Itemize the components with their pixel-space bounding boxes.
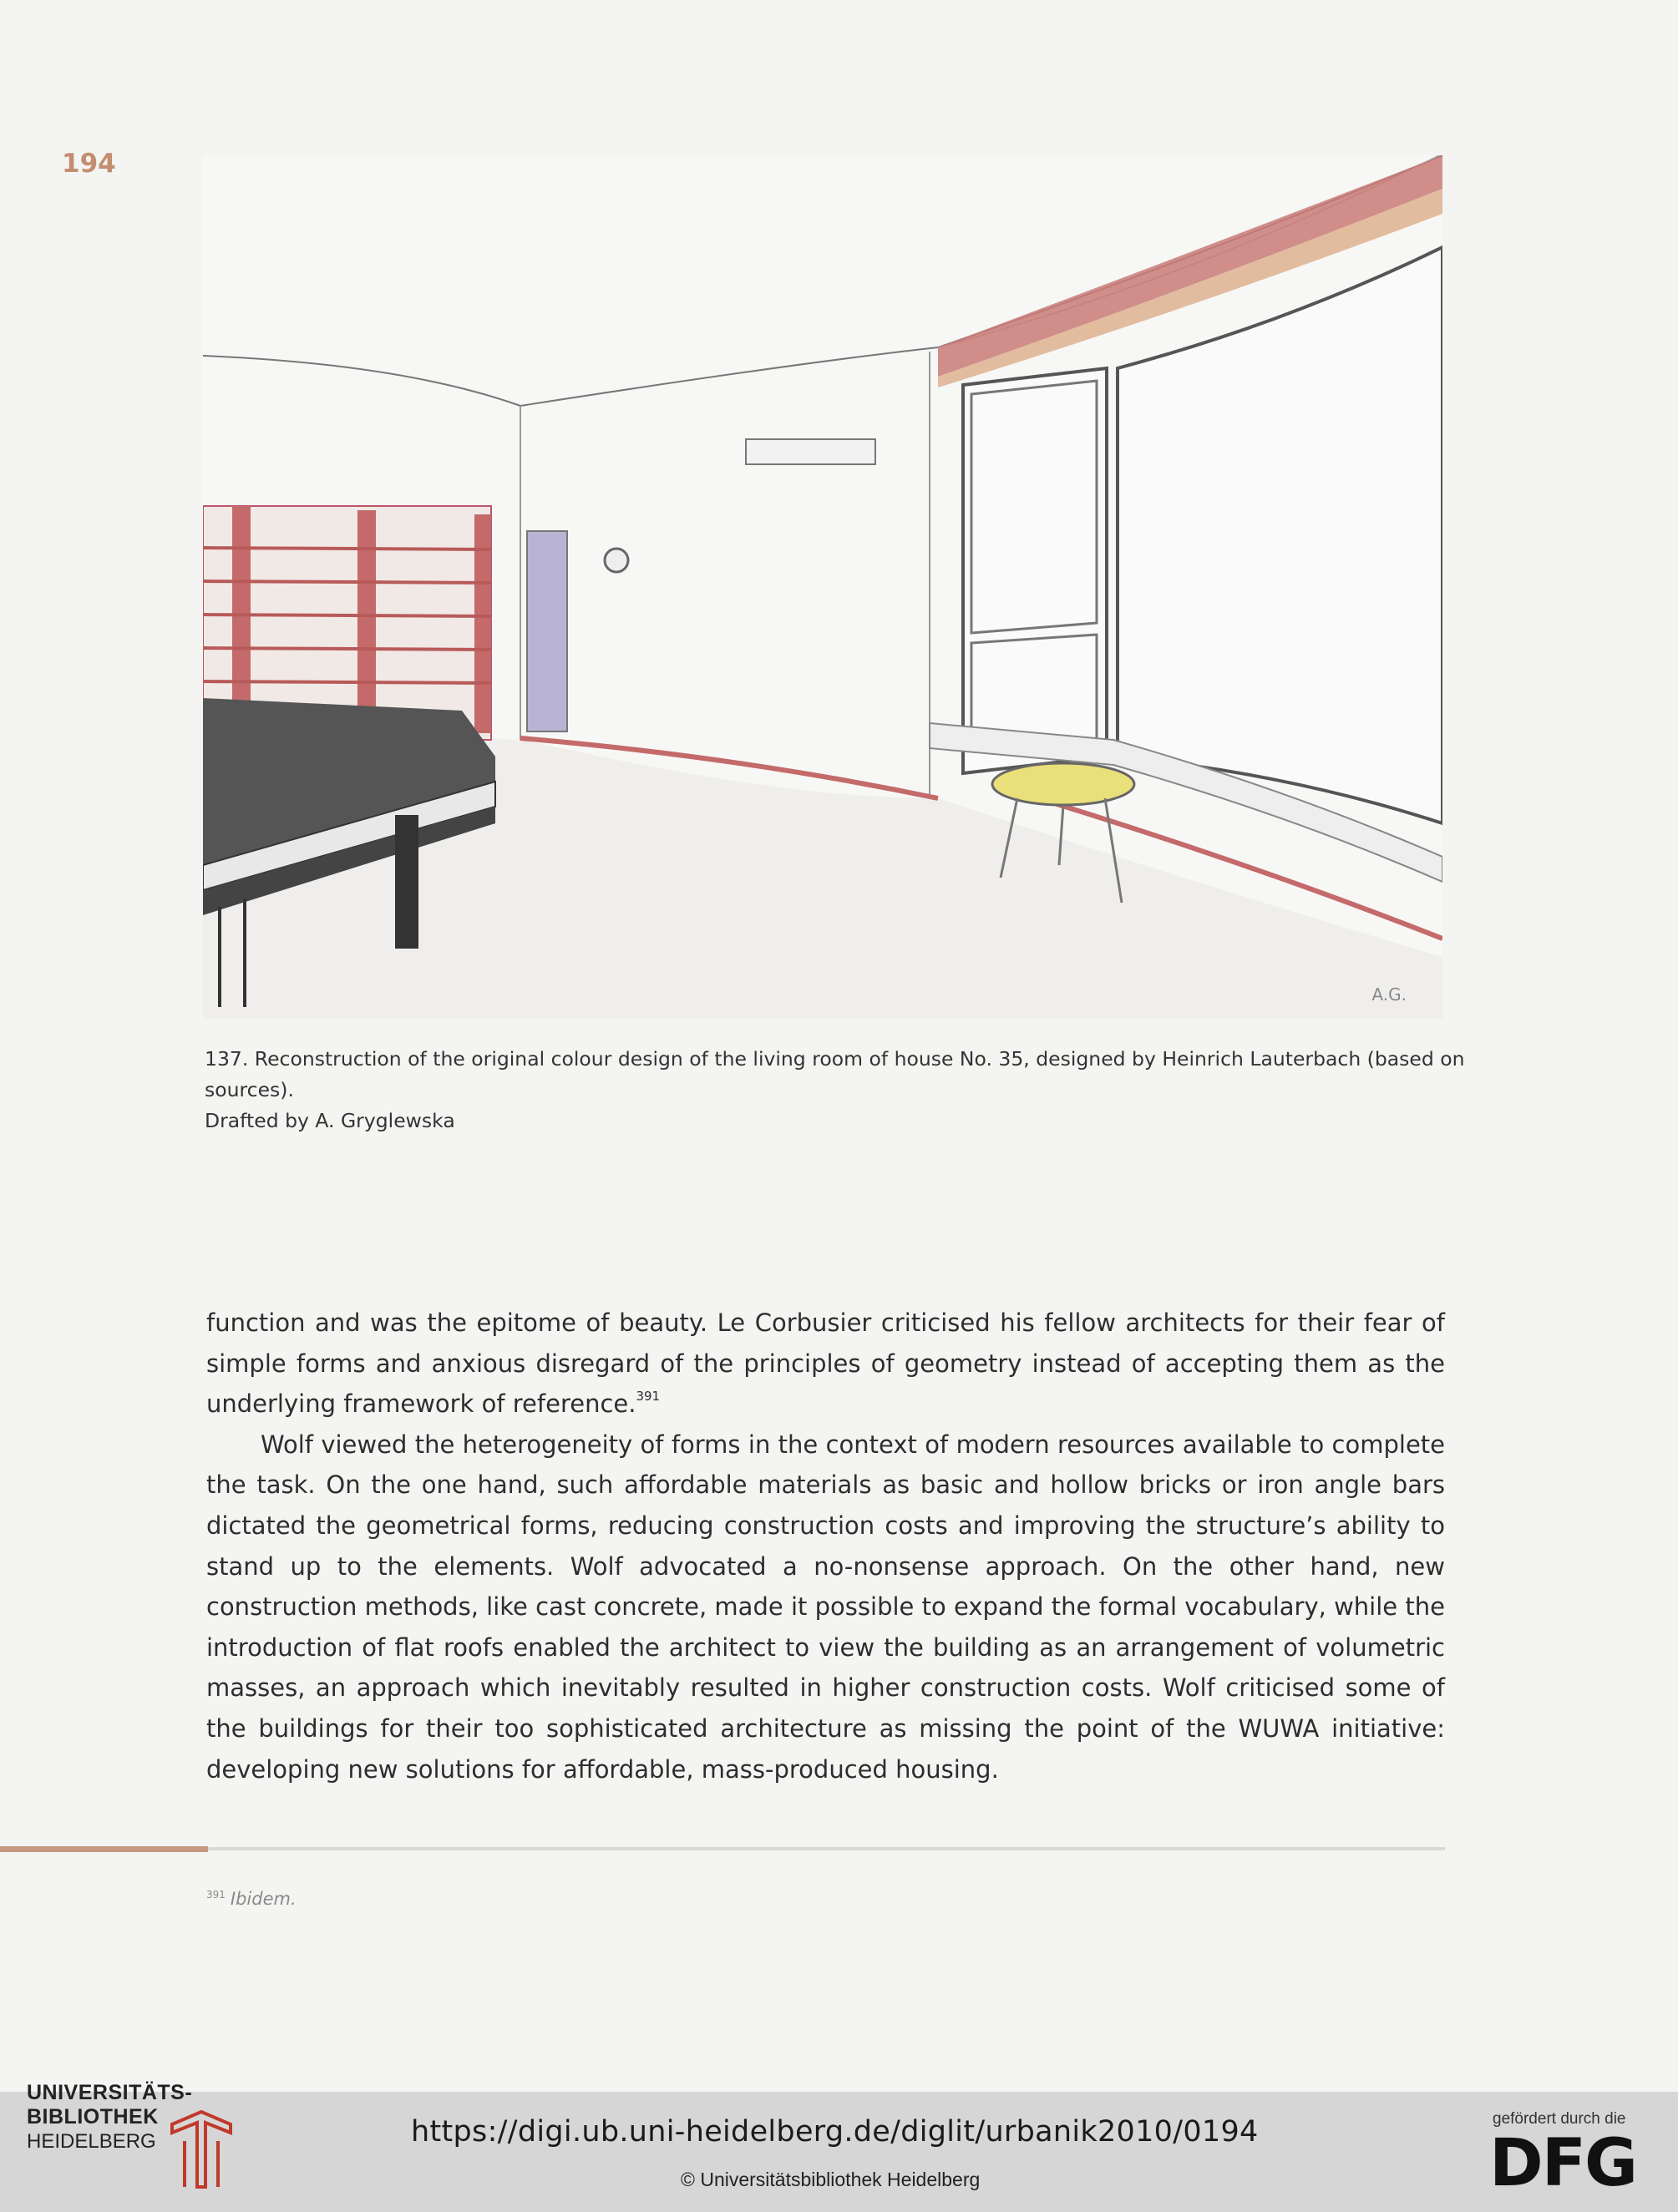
living-room-illustration xyxy=(203,155,1442,1019)
dfg-logo-icon xyxy=(1489,2130,1656,2190)
footer-bar xyxy=(0,2092,1678,2212)
footnote-text: Ibidem. xyxy=(230,1889,297,1909)
page-number: 194 xyxy=(62,149,116,179)
funded-by-label: gefördert durch die xyxy=(1493,2110,1626,2128)
permalink-url[interactable]: https://digi.ub.uni-heidelberg.de/diglit/urbanik2010/0194 xyxy=(411,2115,1259,2149)
paragraph-2: Wolf viewed the heterogeneity of forms in the context of modern resources available to complete the task. On the one hand, such affordable materials as basic and hollow bricks or iron angle bars dictated the geometrical forms, reducing construction costs and improving the structure’s ability to stand up to the elements. Wolf advocated a no-nonsense approach. On the other hand, new construction methods, like cast concrete, made it possible to expand the formal vocabulary, while the introduction of flat roofs enabled the architect to view the building as an arrangement of volumetric masses, an approach which inevitably resulted in higher construction costs. Wolf criticised some of the buildings for their too sophisticated architecture as missing the point of the WUWA initiative: developing new solutions for affordable, mass-produced housing. xyxy=(206,1430,1445,1784)
footnote-number: 391 xyxy=(206,1889,226,1901)
figure-signature: A.G. xyxy=(1371,985,1407,1005)
university-library-logo-icon xyxy=(168,2108,235,2191)
figure-living-room-drawing xyxy=(203,155,1442,1019)
footnote-reference[interactable]: 391 xyxy=(636,1389,661,1405)
footnote xyxy=(206,1889,297,1909)
caption-line-1: 137. Reconstruction of the original colour design of the living room of house No. 35, designed by Heinrich Lauterbach (based on sources). xyxy=(205,1047,1465,1101)
footnote-rule xyxy=(208,1847,1445,1850)
paragraph-1-text: function and was the epitome of beauty. Le Corbusier criticised his fellow architects for their fear of simple forms and anxious disregard of the principles of geometry instead of accepting them as the underlying framework of reference. xyxy=(206,1308,1445,1419)
caption-line-2: Drafted by A. Gryglewska xyxy=(205,1109,455,1132)
library-name-line-1: UNIVERSITÄTS- xyxy=(27,2081,193,2104)
footnote-rule-accent xyxy=(0,1846,208,1852)
library-name-line-2: BIBLIOTHEK xyxy=(27,2105,159,2128)
copyright-notice: © Universitätsbibliothek Heidelberg xyxy=(681,2169,981,2190)
library-name-line-3: HEIDELBERG xyxy=(27,2130,156,2153)
svg-text:DFG: DFG xyxy=(1489,2130,1637,2190)
figure-caption xyxy=(205,1044,1541,1136)
body-text xyxy=(206,1303,1445,1789)
paragraph-1 xyxy=(206,1303,1445,1425)
